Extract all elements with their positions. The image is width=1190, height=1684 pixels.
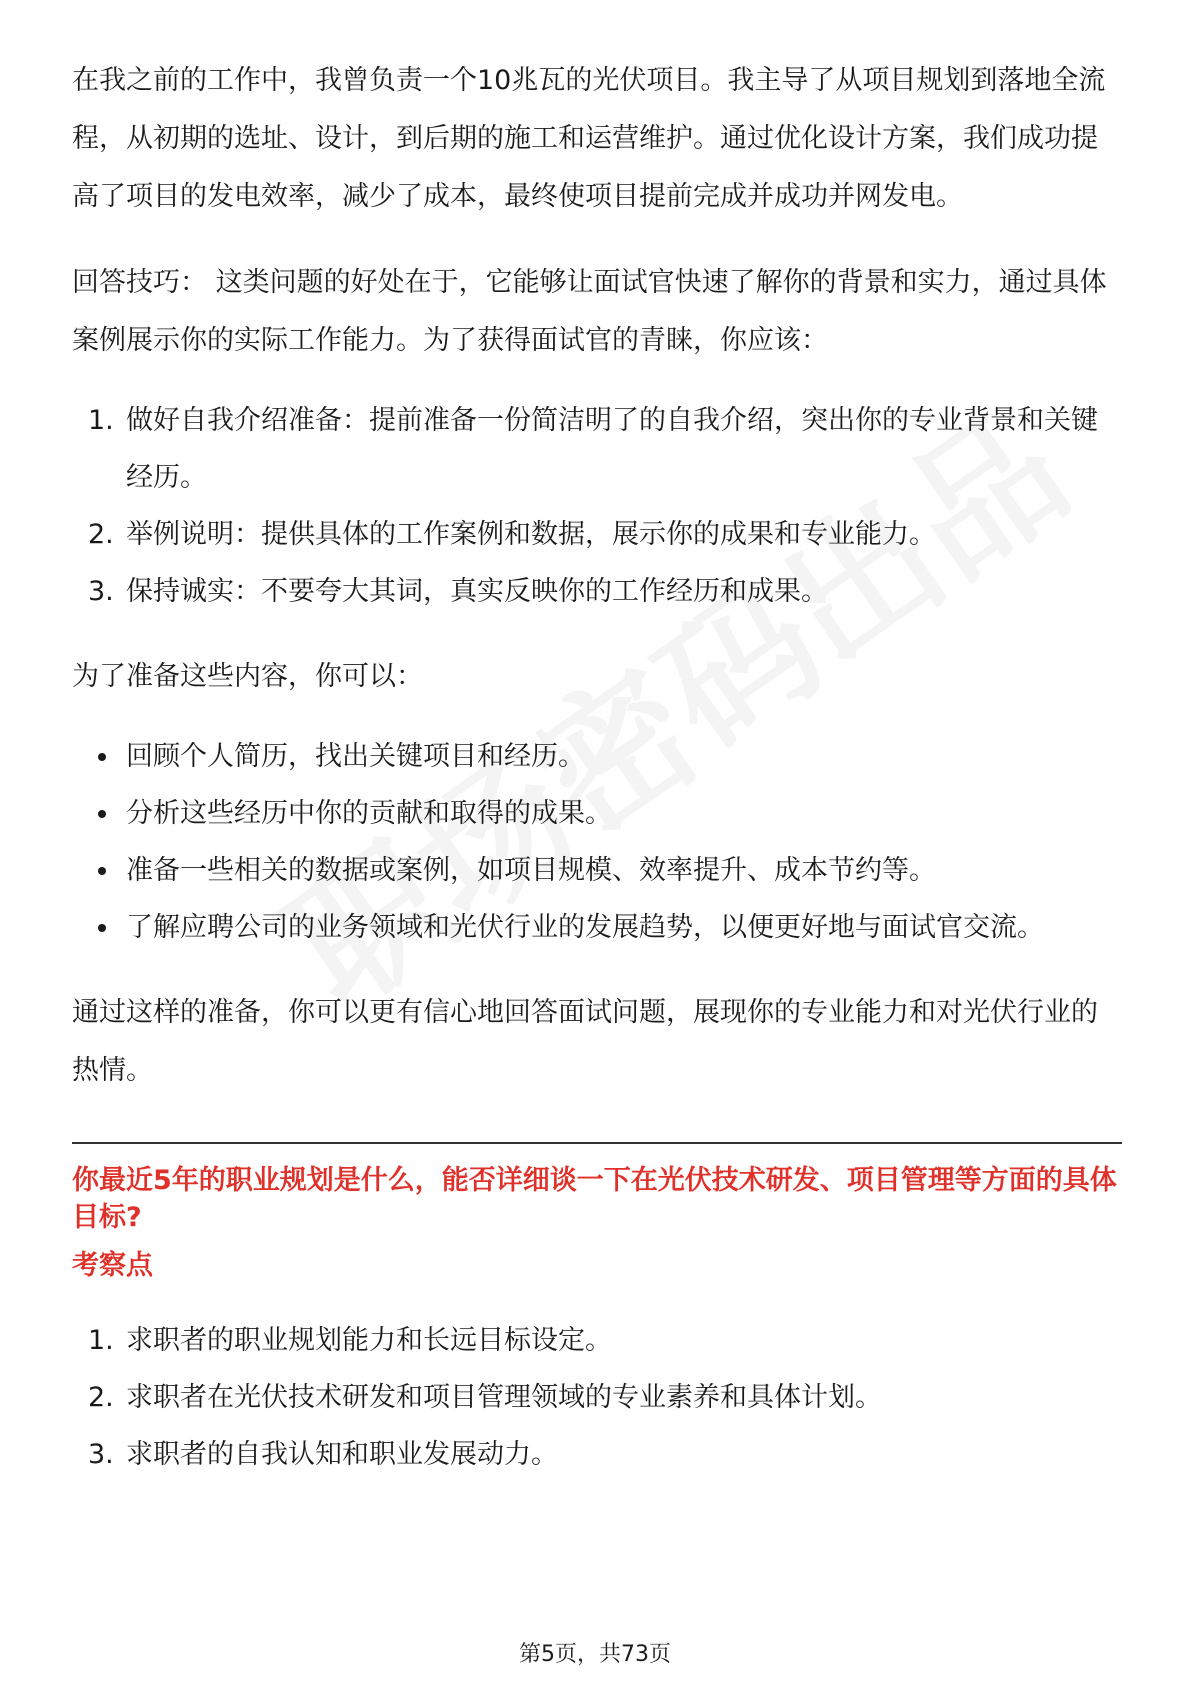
list-number: 1.	[88, 405, 114, 436]
list-item	[72, 1426, 1122, 1483]
bullet-item-text: 准备一些相关的数据或案例，如项目规模、效率提升、成本节约等。	[126, 855, 936, 886]
tips-paragraph: 回答技巧： 这类问题的好处在于，它能够让面试官快速了解你的背景和实力，通过具体案例展示你的实际工作能力。为了获得面试官的青睐，你应该：	[72, 267, 1107, 356]
list-item	[72, 563, 1122, 620]
list-number: 3.	[88, 576, 114, 607]
bullet-icon	[98, 924, 106, 932]
list-item-text: 求职者的自我认知和职业发展动力。	[126, 1439, 558, 1470]
list-item-text: 举例说明：提供具体的工作案例和数据，展示你的成果和专业能力。	[126, 519, 936, 550]
document-page	[72, 52, 1122, 1483]
list-item	[72, 1312, 1122, 1369]
list-number: 3.	[88, 1439, 114, 1470]
page-footer: 第5页，共73页	[519, 1642, 671, 1667]
question-title: 你最近5年的职业规划是什么，能否详细谈一下在光伏技术研发、项目管理等方面的具体目标?	[72, 1165, 1117, 1233]
bullet-item	[72, 842, 1122, 899]
list-item-text: 保持诚实：不要夸大其词，真实反映你的工作经历和成果。	[126, 576, 828, 607]
list-item-text: 求职者的职业规划能力和长远目标设定。	[126, 1325, 612, 1356]
intro-paragraph: 在我之前的工作中，我曾负责一个10兆瓦的光伏项目。我主导了从项目规划到落地全流程，从初期的选址、设计，到后期的施工和运营维护。通过优化设计方案，我们成功提高了项目的发电效率，减少了成本，最终使项目提前完成并成功并网发电。	[72, 65, 1106, 212]
list-number: 1.	[88, 1325, 114, 1356]
bullet-item	[72, 785, 1122, 842]
list-number: 2.	[88, 519, 114, 550]
bullet-icon	[98, 810, 106, 818]
bullet-icon	[98, 867, 106, 875]
bullet-icon	[98, 753, 106, 761]
bullet-item-text: 了解应聘公司的业务领域和光伏行业的发展趋势，以便更好地与面试官交流。	[126, 912, 1044, 943]
list-item	[72, 392, 1122, 506]
bullet-item-text: 分析这些经历中你的贡献和取得的成果。	[126, 798, 612, 829]
question-subtitle: 考察点	[72, 1250, 153, 1281]
bullet-item	[72, 899, 1122, 956]
tips-list	[72, 392, 1122, 620]
bullet-item	[72, 728, 1122, 785]
prep-list	[72, 728, 1122, 956]
list-item-text: 求职者在光伏技术研发和项目管理领域的专业素养和具体计划。	[126, 1382, 882, 1413]
list-number: 2.	[88, 1382, 114, 1413]
bullet-item-text: 回顾个人简历，找出关键项目和经历。	[126, 741, 585, 772]
list-item-text: 做好自我介绍准备：提前准备一份简洁明了的自我介绍，突出你的专业背景和关键经历。	[126, 405, 1098, 493]
list-item	[72, 506, 1122, 563]
list-item	[72, 1369, 1122, 1426]
prep-conclusion: 通过这样的准备，你可以更有信心地回答面试问题，展现你的专业能力和对光伏行业的热情。	[72, 997, 1098, 1086]
prep-intro: 为了准备这些内容，你可以：	[72, 661, 423, 692]
question-points-list	[72, 1312, 1122, 1483]
